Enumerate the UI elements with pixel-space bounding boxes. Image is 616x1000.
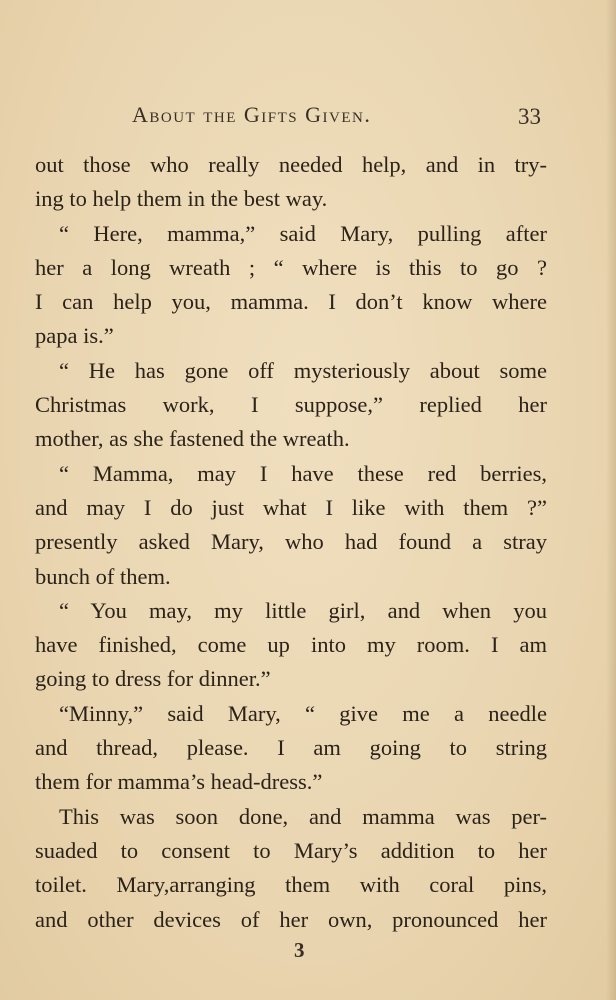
text-line: and other devices of her own, pronounced her (35, 906, 547, 932)
page-edge-shadow (606, 0, 616, 1000)
text-line: ing to help them in the best way. (35, 186, 328, 212)
text-line: “ He has gone off mysteriously about some (59, 357, 547, 383)
running-title: About the Gifts Given. (132, 102, 372, 127)
text-line: mother, as she fastened the wreath. (35, 426, 350, 452)
text-line: and thread, please. I am going to string (35, 735, 547, 761)
signature-mark: 3 (294, 938, 305, 962)
text-line: out those who really needed help, and in try- (35, 152, 547, 177)
text-line: and may I do just what I like with them ?” (35, 494, 547, 520)
text-line: have finished, come up into my room. I am (35, 632, 547, 658)
text-line: I can help you, mamma. I don’t know where (35, 289, 547, 315)
page-number: 33 (518, 104, 541, 129)
text-line: her a long wreath ; “ where is this to go ? (35, 254, 547, 280)
text-line: suaded to consent to Mary’s addition to her (35, 837, 547, 863)
text-line: papa is.” (35, 323, 114, 349)
text-line: going to dress for dinner.” (35, 666, 271, 692)
text-line: bunch of them. (35, 563, 171, 589)
body-text (35, 148, 547, 937)
text-line: This was soon done, and mamma was per- (59, 803, 547, 829)
text-line: them for mamma’s head-dress.” (35, 769, 323, 795)
text-line: “ You may, my little girl, and when you (59, 597, 547, 623)
text-line: “Minny,” said Mary, “ give me a needle (59, 700, 547, 726)
running-head (0, 102, 616, 134)
text-line: presently asked Mary, who had found a stray (35, 529, 547, 555)
text-line: Christmas work, I suppose,” replied her (35, 392, 547, 418)
text-line: toilet. Mary,arranging them with coral pins, (35, 872, 547, 898)
text-line: “ Here, mamma,” said Mary, pulling after (59, 220, 547, 246)
text-line: “ Mamma, may I have these red berries, (59, 460, 547, 486)
